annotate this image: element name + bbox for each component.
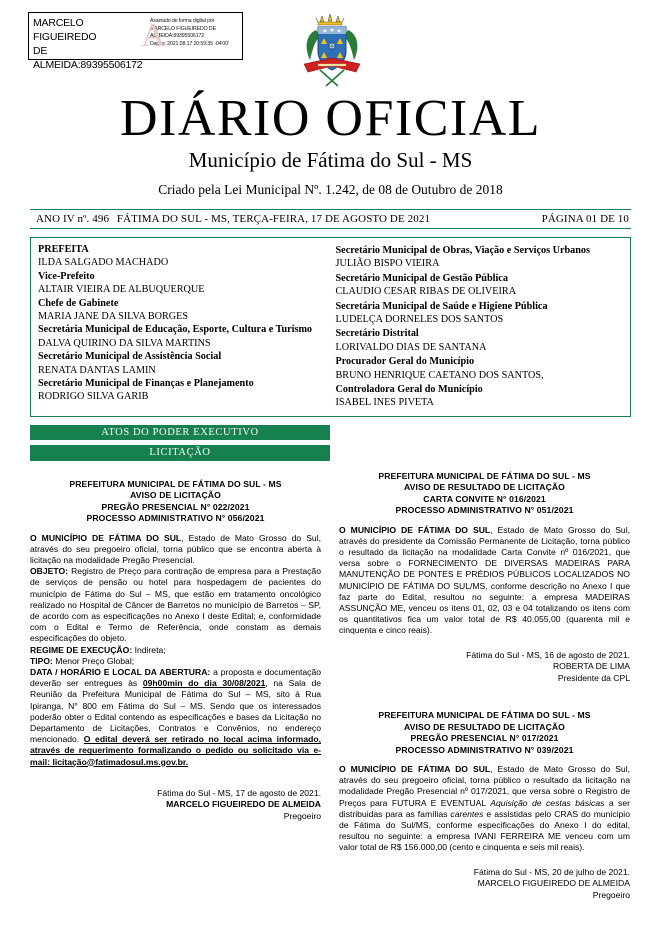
- page-title: DIÁRIO OFICIAL: [119, 90, 542, 147]
- data-text-2: , na Sala de Reunião da Prefeitura Municipal de Fátima do Sul – MS, sito á Rua Ipiranga, N° 800 em Fátima do Sul – MS. Sendo que os interessados poderão obter o Edital contendo as especificações e bases da Licitação no Departamento de Licitações, Contratos e Convênios, no endereço mencionado.: [30, 678, 322, 745]
- banner-atos-poder-executivo: ATOS DO PODER EXECUTIVO: [30, 425, 330, 441]
- sign-role: Pregoeiro: [592, 889, 630, 900]
- notice-left-tipo: [30, 656, 321, 667]
- coat-of-arms-icon: [298, 8, 366, 90]
- official-person: DALVA QUIRINO DA SILVA MARTINS: [38, 337, 211, 349]
- official-person: CLAUDIO CESAR RIBAS DE OLIVEIRA: [335, 286, 517, 298]
- notice-left-regime: [30, 645, 321, 656]
- official-person: ILDA SALGADO MACHADO: [38, 257, 169, 269]
- sign-place-date: Fátima do Sul - MS, 17 de agosto de 2021.: [157, 787, 321, 798]
- regime-text: Indireta;: [132, 644, 166, 655]
- notice-head-line-2: AVISO DE LICITAÇÃO: [130, 490, 221, 501]
- notice-left-objeto: [30, 566, 321, 644]
- data-underline: 09h00min do dia 30/08/2021: [142, 678, 266, 689]
- masthead-law-reference: Criado pela Lei Municipal Nº. 1.242, de 08 de Outubro de 2018: [158, 182, 503, 197]
- official-role: Secretária Municipal de Educação, Esporte, Cultura e Turismo: [38, 324, 313, 336]
- sign-role: Presidente da CPL: [557, 672, 630, 683]
- signature-meta-line-3: ALMEIDA:89395506172: [150, 33, 205, 40]
- official-role: Secretário Municipal de Gestão Pública: [335, 272, 508, 284]
- notice-head-line-2: AVISO DE RESULTADO DE LICITAÇÃO: [404, 482, 565, 493]
- officials-column-left: [38, 243, 326, 410]
- signature-metadata: [147, 13, 242, 59]
- signature-flourish-icon: A: [141, 17, 166, 54]
- content-columns: [30, 471, 631, 901]
- signature-meta-line-1: Assinado de forma digital por: [150, 18, 215, 24]
- signature-block-right-first: [339, 650, 630, 685]
- official-role: Procurador Geral do Município: [335, 356, 475, 368]
- data-text-1: a proposta e documentação deverão ser entregues às: [30, 666, 321, 689]
- notice-head-line-1: PREFEITURA MUNICIPAL DE FÁTIMA DO SUL - MS: [378, 710, 591, 721]
- tipo-text: Menor Preço Global;: [52, 655, 135, 666]
- official-person: LORIVALDO DIAS DE SANTANA: [335, 341, 487, 353]
- signature-meta-line-2: MARCELO FIGUEIREDO DE: [150, 25, 216, 32]
- objeto-label: OBJETO:: [30, 566, 69, 577]
- edition-bar: [30, 209, 631, 229]
- notice-right-first-body: [339, 525, 630, 637]
- sign-name: ROBERTA DE LIMA: [552, 661, 630, 672]
- body-text: , Estado de Mato Grosso do Sul, através do presidente da Comissão Permanente de Licitação, torna público o resultado da licitação na modalidade Carta Convite nº 016/2021, que versa sobre o FORNECIMENTO DE DIVERSAS MADEIRAS PARA MANUTENÇÃO DE PONTES E PRÉDIOS PÚBLICOS LOCALIZADOS NO MUNICÍPIO DE FÁTIMA DO SUL/MS, conforme descrição no Anexo I que faz parte do Edital, resultou no seguinte: a empresa MADEIRAS ASSUNÇÃO ME, venceu os itens 01, 02, 03 e 04 totalizando os itens com os quantitativos fica um valor total de R$ 40.055,00 (quarenta mil e cinquenta e cinco reais).: [339, 524, 631, 636]
- notice-head-line-2: AVISO DE RESULTADO DE LICITAÇÃO: [404, 721, 565, 732]
- official-role: Secretário Municipal de Obras, Viação e Serviços Urbanos: [335, 245, 590, 256]
- notice-head-line-4: PROCESSO ADMINISTRATIVO N° 039/2021: [395, 744, 574, 755]
- column-right: [339, 471, 630, 901]
- signature-block-left: [30, 788, 321, 823]
- official-person: ISABEL INES PIVETA: [335, 397, 434, 409]
- body-italic-1: Aquisição de cestas básicas: [490, 797, 605, 808]
- sign-name: MARCELO FIGUEIREDO DE ALMEIDA: [477, 878, 630, 889]
- column-left: [30, 471, 321, 901]
- notice-header-right-second: [339, 710, 630, 756]
- official-person: MARIA JANE DA SILVA BORGES: [38, 311, 189, 323]
- regime-label: REGIME DE EXECUÇÃO:: [30, 644, 133, 655]
- sign-place-date: Fátima do Sul - MS, 16 de agosto de 2021.: [466, 649, 630, 660]
- notice-head-line-3: CARTA CONVITE N° 016/2021: [423, 493, 546, 504]
- body-italic-2: carentes: [450, 808, 484, 819]
- notice-header-right-first: [339, 471, 630, 517]
- notice-head-line-4: PROCESSO ADMINISTRATIVO N° 056/2021: [86, 513, 265, 524]
- notice-right-second-body: [339, 764, 630, 854]
- official-person: RODRIGO SILVA GARIB: [38, 391, 149, 403]
- signature-block-right-second: [339, 867, 630, 902]
- officials-box: [30, 237, 631, 417]
- official-role: PREFEITA: [38, 244, 89, 255]
- body-part-1: , Estado de Mato Grosso do Sul, através do seu pregoeiro oficial, torna público o resultado da licitação na modalidade Pregão Presencial nº 017/2021, que versa sobre o Registro de Preços para FUTURA E EVENTUAL: [339, 763, 631, 808]
- notice-left-lead: [30, 533, 321, 567]
- notice-head-line-4: PROCESSO ADMINISTRATIVO N° 051/2021: [395, 505, 574, 516]
- sign-name: MARCELO FIGUEIREDO DE ALMEIDA: [166, 799, 321, 810]
- official-person: LUDELÇA DORNELES DOS SANTOS: [335, 314, 504, 326]
- official-role: Secretária Municipal de Saúde e Higiene Pública: [335, 300, 548, 312]
- objeto-text: Registro de Preço para contração de empresa para a Prestação de serviços de pensão ou hotel para hospedagem de pacientes do município de Fátima do Sul – MS, que estão em tratamento oncológico realizado no Hospital de Câncer de Barretos no município de Barretos – SP, de acordo com as especificações no Anexo I deste Edital; e, conformidade com o Edital e Termo de Referência, onde constam as demais especificações do objeto.: [30, 566, 321, 644]
- official-role: Secretário Municipal de Finanças e Planejamento: [38, 378, 254, 390]
- sign-place-date: Fátima do Sul - MS, 20 de julho de 2021.: [473, 866, 630, 877]
- official-person: RENATA DANTAS LAMIN: [38, 364, 156, 376]
- notice-left-abertura: [30, 667, 321, 768]
- edital-underline: O edital deverá ser retirado no local acima informado, através de requerimento formalizando o pedido ou solicitado via e-mail: licitação@fatimadosul.ms.gov.br.: [30, 734, 321, 767]
- tipo-label: TIPO:: [30, 655, 53, 666]
- official-person: JULIÃO BISPO VIEIRA: [335, 258, 440, 270]
- edition-page-number: PÁGINA 01 DE 10: [541, 213, 629, 225]
- official-role: Secretário Municipal de Assistência Social: [38, 351, 222, 363]
- notice-head-line-1: PREFEITURA MUNICIPAL DE FÁTIMA DO SUL - MS: [69, 478, 282, 489]
- official-person: BRUNO HENRIQUE CAETANO DOS SANTOS,: [335, 369, 544, 381]
- lead-bold: O MUNICÍPIO DE FÁTIMA DO SUL: [339, 524, 491, 535]
- lead-bold: O MUNICÍPIO DE FÁTIMA DO SUL: [30, 532, 182, 543]
- edition-left: [36, 213, 435, 225]
- masthead-subtitle: Município de Fátima do Sul - MS: [188, 148, 473, 172]
- digital-signature-box: [28, 12, 243, 71]
- official-role: Secretário Distrital: [335, 328, 419, 340]
- body-part-2: a ser distribuidas para as famílias: [339, 797, 630, 819]
- official-role: Vice-Prefeito: [38, 270, 95, 282]
- banner-licitacao: LICITAÇÃO: [30, 445, 330, 461]
- lead-bold: O MUNICÍPIO DE FÁTIMA DO SUL: [339, 763, 491, 774]
- lead-rest: , Estado de Mato Grosso do Sul, através do seu pregoeiro oficial, torna público que se encontra aberta à licitação na modalidade Pregão Presencial.: [30, 532, 322, 565]
- body-part-3: e assistidas pelo CRAS do municipio de Fátima do Sul/MS, conforme especificações do Anexo I do edital, resultou no seguinte: a empresa IVANI FERREIRA ME venceu com um valor total de R$ 156.000,00 (cento e cinquenta e seis mil reais).: [339, 808, 630, 853]
- official-role: Chefe de Gabinete: [38, 297, 119, 309]
- official-person: ALTAIR VIEIRA DE ALBUQUERQUE: [38, 284, 205, 296]
- edition-year: ANO IV nº. 496: [36, 213, 110, 225]
- signature-name-line-1: MARCELO FIGUEIREDO: [33, 17, 97, 43]
- signature-meta-line-4: Dados: 2021.08.17 20:59:35 -04'00': [150, 40, 229, 47]
- edition-place-date: FÁTIMA DO SUL - MS, TERÇA-FEIRA, 17 DE AGOSTO DE 2021: [116, 213, 431, 225]
- signature-name-line-3: ALMEIDA:89395506172: [33, 59, 143, 71]
- sign-role: Pregoeiro: [283, 810, 321, 821]
- officials-column-right: [336, 243, 624, 410]
- data-label: DATA / HORÁRIO E LOCAL DA ABERTURA:: [30, 666, 211, 677]
- notice-head-line-1: PREFEITURA MUNICIPAL DE FÁTIMA DO SUL - MS: [378, 470, 591, 481]
- notice-head-line-3: PREGÃO PRESENCIAL N° 017/2021: [410, 733, 559, 744]
- official-role: Controladora Geral do Município: [335, 384, 483, 396]
- signature-name-line-2: DE: [33, 45, 48, 57]
- notice-header-left: [30, 479, 321, 525]
- signature-name: [29, 13, 147, 71]
- notice-head-line-3: PREGÃO PRESENCIAL N° 022/2021: [101, 501, 250, 512]
